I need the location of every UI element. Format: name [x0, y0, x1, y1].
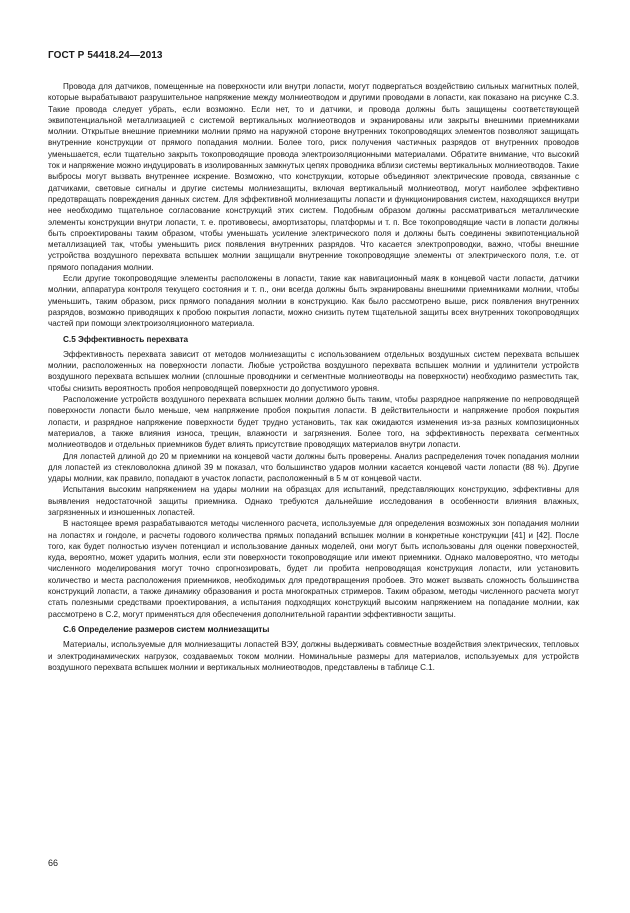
section-heading: С.5 Эффективность перехвата	[63, 334, 189, 344]
paragraph: Для лопастей длиной до 20 м приемники на концевой части должны быть проверены. Анализ распределения точек попадания молнии для лопастей из стекловолокна длиной 39 м показал, что большинство ударов молнии касается концевой части лопасти (88 %). Другие удары молнии, как правило, попадают в участок лопасти, расположенный в 5 м от концевой части.	[48, 451, 579, 484]
paragraph: Испытания высоким напряжением на удары молнии на образцах для испытаний, представляющих конструкцию, эффективны для выявления недостаточной защиты приемника. Однако требуются дальнейшие исследования в особенности влияния влажных, загрязненных и изношенных лопастей.	[48, 485, 579, 517]
paragraph: Эффективность перехвата зависит от методов молниезащиты с использованием отдельных воздушных систем перехвата вспышек молнии, расположенных на поверхности лопасти. Любые устройства воздушного перехвата вспышек молнии и удлинители устройств воздушного перехвата вспышек молнии (сплошные проводники и сегментные молниеотводы на поверхности) необходимо разместить так, чтобы снизить вероятность пробоя непроводящей поверхности до допустимого уровня.	[48, 349, 579, 393]
paragraph: В настоящее время разрабатываются методы численного расчета, используемые для определения возможных зон попадания молнии на лопастях и гондоле, и расчеты годового количества прямых попаданий вспышек молнии в конкретные конструкции [41] и [42]. После того, как будет полностью изучен потенциал и использование данных моделей, они могут быть использованы для оценки поверхностей, куда, вероятно, может ударить молния, если эти поверхности токопроводящие или имеют приемники. Однако маловероятно, что методы численного моделирования могут точно спрогнозировать, будет ли пробита непроводящая конструкция лопасти, или установить количество и места расположения приемников, необходимых для предотвращения пробоев. Это может вызвать сложность большинства конструкций лопасти, а также динамику образования и роста многократных стримеров. Таким образом, методы численного расчета могут стать полезными средствами проектирования, а испытания подходящих конструкций высоким напряжением на попадание молнии, как рассмотрено в С.2, могут применяться для обеспечения дополнительной гарантии эффективности защиты.	[48, 519, 579, 619]
section-heading: С.6 Определение размеров систем молниезащиты	[63, 624, 270, 634]
paragraph: Материалы, используемые для молниезащиты лопастей ВЭУ, должны выдерживать совместные воздействия электрических, тепловых и электродинамических нагрузок, создаваемых током молнии. Номинальные размеры для материалов, используемых для устройств воздушного перехвата вспышек молнии и вертикальных молниеотводов, представлены в таблице С.1.	[48, 640, 579, 672]
paragraph: Провода для датчиков, помещенные на поверхности или внутри лопасти, могут подвергаться воздействию сильных магнитных полей, которые вырабатывают разрушительное напряжение между молниеотводом и другими проводами в лопасти, как показано на рисунке С.3. Такие провода следует убрать, если возможно. Если нет, то и датчики, и провода должны быть защищены соответствующей эквипотенциальной металлизацией с системой вертикальных молниеотводов и экранированы или закрыты внешними приемниками молнии. Открытые внешние приемники молнии прямо на наружной стороне внутренних токопроводящих элементов позволяют защищать внутренние конструкции от прямого попадания молнии. Более того, риск получения частичных разрядов от внутренних проводов уменьшается, если тщательно закрыть токопроводящие провода электроизоляционными материалами. Обратите внимание, что высокий ток и напряжение можно индуцировать в изолированных замкнутых цепях проводника вблизи системы вертикальных молниеотводов. Такие выбросы могут вызвать внутреннее искрение. Возможно, что конструкции, которые объединяют электрические провода, связанные с датчиками, световые сигналы и другие системы молниезащиты, включая вертикальный молниеотвод, могут наиболее эффективно предотвращать повреждения данных систем. Для эффективной молниезащиты лопасти и функционирования систем, находящихся внутри нее необходимо тщательное согласование конструкций этих систем. Подобным образом должны рассматриваться металлические элементы конструкции внутри лопасти, т. е. противовесы, амортизаторы, платформы и т. п. Все токопроводящие части в лопасти должны быть спроектированы таким образом, чтобы уменьшать усиление электрического поля и должны быть соединены эквипотенциальной металлизацией так, чтобы уменьшить риск появления внутренних разрядов. Что касается электропроводки, важно, чтобы внешние устройства воздушного перехвата вспышек молнии защищали внутренние токопроводящие элементы от электрического поля, т.е. от прямого попадания молнии.	[48, 82, 579, 272]
paragraph: Расположение устройств воздушного перехвата вспышек молнии должно быть таким, чтобы разрядное напряжение по непроводящей поверхности лопасти было меньше, чем напряжение пробоя покрытия лопасти. В действительности и напряжение пробоя покрытия лопасти, и разрядное напряжение поверхности будет трудно установить, так как ожидаются изменения из-за разных композиционных материалов, а также влияния износа, трещин, влажности и загрязнения. Более того, на эффективность перехвата сегментных молниеотводов и отдельных приемников будет влиять присутствие проводящих материалов внутри лопасти.	[48, 395, 579, 450]
paragraph: Если другие токопроводящие элементы расположены в лопасти, такие как навигационный маяк в концевой части лопасти, датчики молнии, аппаратура контроля текущего состояния и т. п., они всегда должны быть экранированы внешними приемниками молнии, чтобы уменьшить, таким образом, риск прямого попадания молнии в конструкцию. Как было рассмотрено выше, риск появления внутренних разрядов, возможно приводящих к пробою покрытия лопасти, можно снизить путем тщательной защиты всех внутренних токопроводящих частей при помощи электроизоляционного материала.	[48, 274, 579, 329]
document-body	[48, 81, 579, 673]
document-id: ГОСТ Р 54418.24—2013	[48, 50, 163, 61]
page-number: 66	[48, 858, 59, 868]
